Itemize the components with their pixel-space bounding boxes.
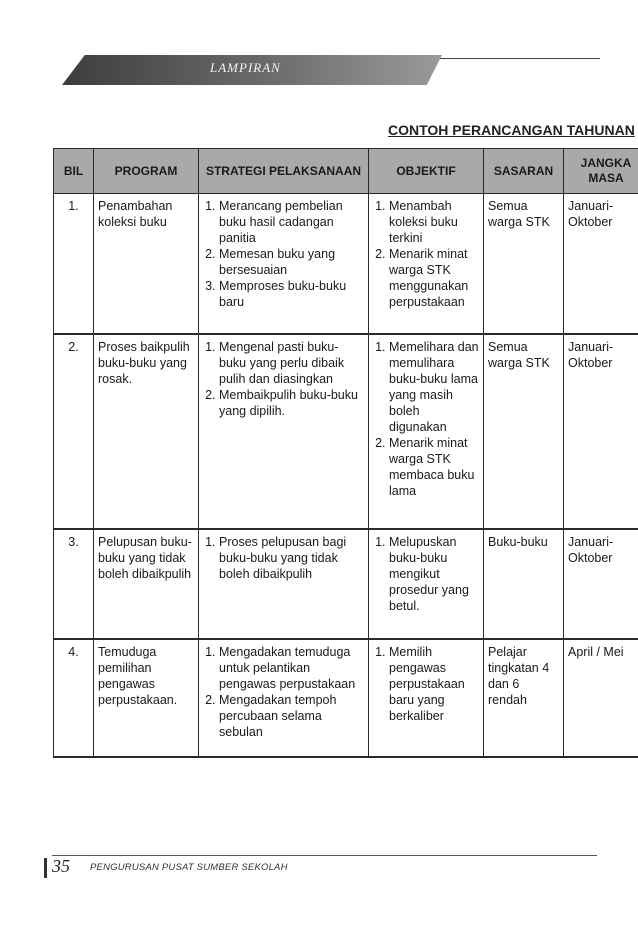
cell-sasaran: Pelajar tingkatan 4 dan 6 rendah	[484, 639, 564, 757]
table-row	[54, 194, 638, 334]
cell-strategi	[199, 529, 369, 639]
cell-objektif	[369, 529, 484, 639]
strategi-item: 1. Mengenal pasti buku-buku yang perlu dibaik pulih dan diasingkan	[219, 339, 364, 387]
strategi-item: 1. Merancang pembelian buku hasil cadangan panitia	[219, 198, 364, 246]
header-strategi: STRATEGI PELAKSANAAN	[199, 149, 369, 194]
cell-sasaran: Semua warga STK	[484, 194, 564, 334]
cell-jangka-masa: Januari-Oktober	[564, 334, 638, 529]
footer-rule	[52, 855, 597, 856]
strategi-item: 2. Membaikpulih buku-buku yang dipilih.	[219, 387, 364, 419]
cell-bil: 1.	[54, 194, 94, 334]
book-title: PENGURUSAN PUSAT SUMBER SEKOLAH	[90, 862, 288, 873]
annual-plan-table	[53, 148, 638, 758]
cell-sasaran: Semua warga STK	[484, 334, 564, 529]
cell-bil: 2.	[54, 334, 94, 529]
banner-label: LAMPIRAN	[210, 60, 281, 75]
strategi-item: 3. Memproses buku-buku baru	[219, 278, 364, 310]
cell-objektif	[369, 639, 484, 757]
cell-program: Temuduga pemilihan pengawas perpustakaan.	[94, 639, 199, 757]
objektif-item: 2. Menarik minat warga STK membaca buku lama	[389, 435, 479, 499]
cell-jangka-masa: Januari-Oktober	[564, 529, 638, 639]
page-number: 35	[52, 856, 70, 876]
cell-strategi	[199, 334, 369, 529]
cell-bil: 4.	[54, 639, 94, 757]
cell-objektif	[369, 334, 484, 529]
cell-jangka-masa: Januari-Oktober	[564, 194, 638, 334]
cell-program: Proses baikpulih buku-buku yang rosak.	[94, 334, 199, 529]
objektif-item: 2. Menarik minat warga STK menggunakan perpustakaan	[389, 246, 479, 310]
cell-objektif	[369, 194, 484, 334]
strategi-item: 2. Mengadakan tempoh percubaan selama sebulan	[219, 692, 364, 740]
footer-accent-bar	[44, 858, 47, 878]
table-header-row	[54, 149, 638, 194]
cell-program: Pelupusan buku-buku yang tidak boleh dibaikpulih	[94, 529, 199, 639]
objektif-item: 1. Melupuskan buku-buku mengikut prosedur yang betul.	[389, 534, 479, 614]
table-row	[54, 529, 638, 639]
cell-program: Penambahan koleksi buku	[94, 194, 199, 334]
table-row	[54, 334, 638, 529]
cell-jangka-masa: April / Mei	[564, 639, 638, 757]
table-row	[54, 639, 638, 757]
objektif-item: 1. Menambah koleksi buku terkini	[389, 198, 479, 246]
cell-sasaran: Buku-buku	[484, 529, 564, 639]
header-objektif: OBJEKTIF	[369, 149, 484, 194]
strategi-item: 2. Memesan buku yang bersesuaian	[219, 246, 364, 278]
header-bil: BIL	[54, 149, 94, 194]
banner-rule	[440, 58, 600, 59]
objektif-item: 1. Memelihara dan memulihara buku-buku lama yang masih boleh digunakan	[389, 339, 479, 435]
cell-strategi	[199, 194, 369, 334]
header-program: PROGRAM	[94, 149, 199, 194]
header-sasaran: SASARAN	[484, 149, 564, 194]
strategi-item: 1. Mengadakan temuduga untuk pelantikan pengawas perpustakaan	[219, 644, 364, 692]
objektif-item: 1. Memilih pengawas perpustakaan baru yang berkaliber	[389, 644, 479, 724]
document-title: CONTOH PERANCANGAN TAHUNAN	[388, 122, 635, 138]
cell-bil: 3.	[54, 529, 94, 639]
cell-strategi	[199, 639, 369, 757]
strategi-item: 1. Proses pelupusan bagi buku-buku yang tidak boleh dibaikpulih	[219, 534, 364, 582]
header-jangka-masa: JANGKA MASA	[564, 149, 638, 194]
